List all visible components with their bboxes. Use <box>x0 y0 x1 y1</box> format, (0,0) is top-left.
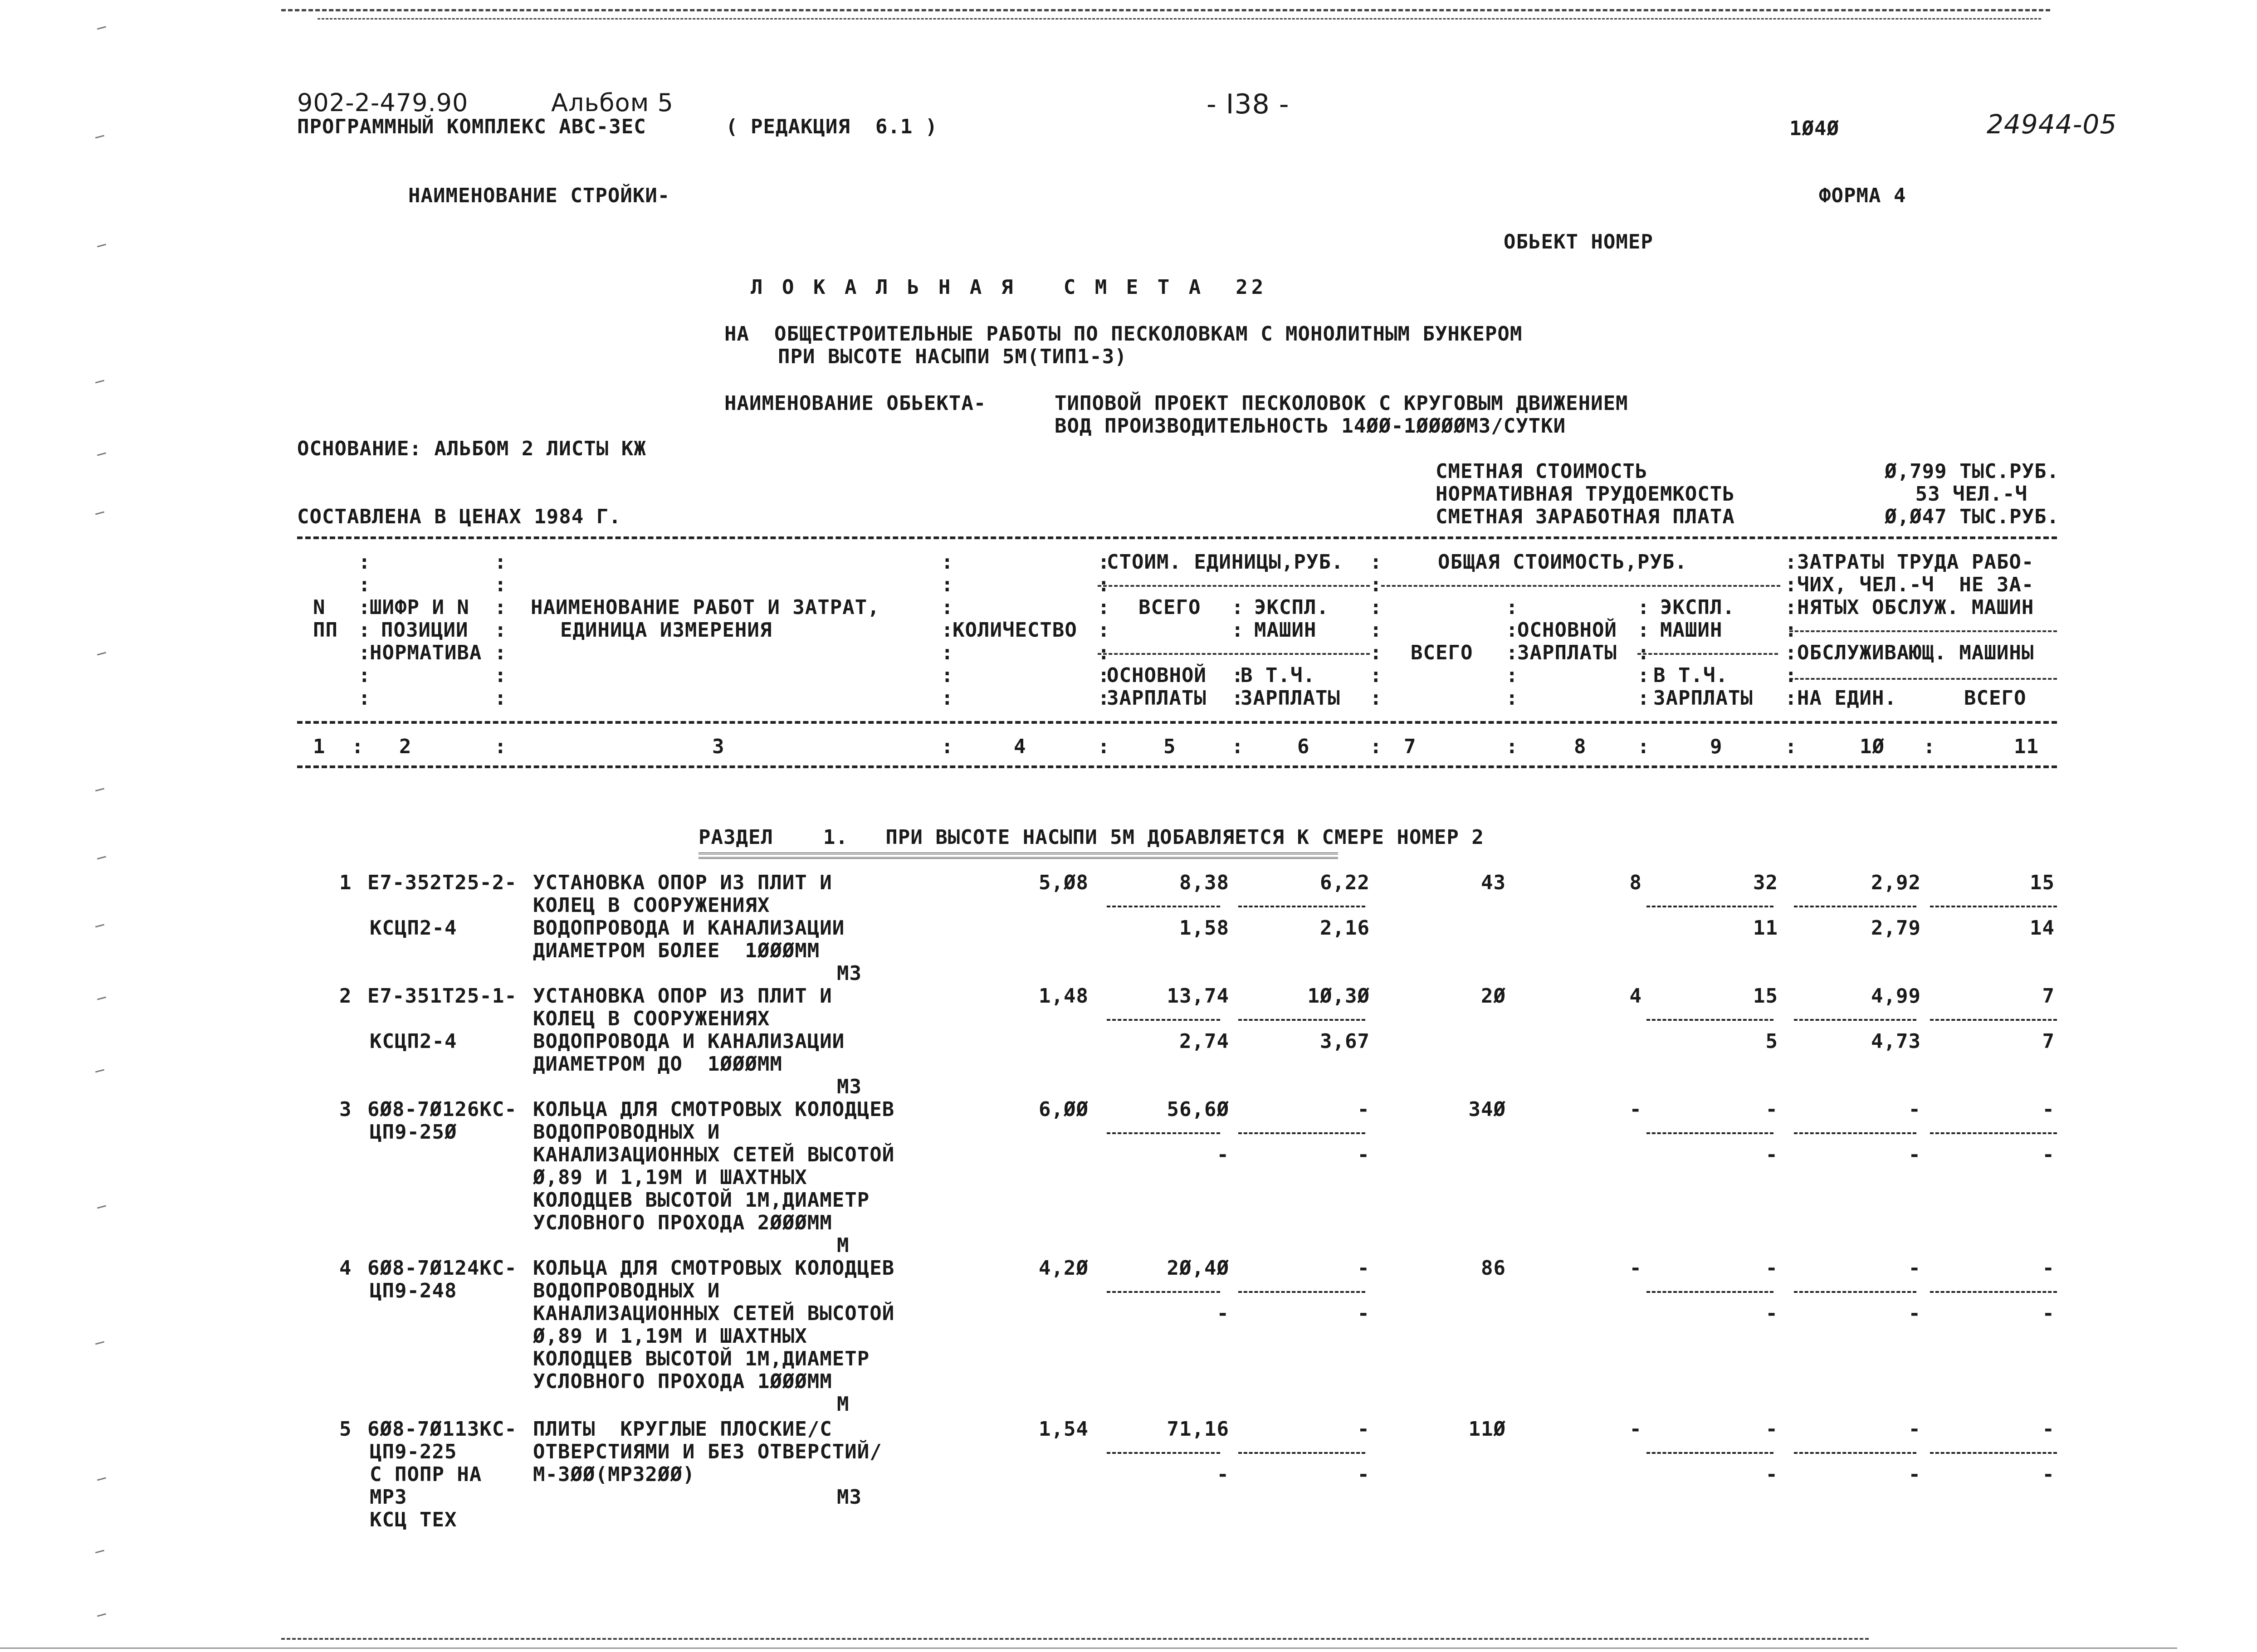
hdr-unit-total: ВСЕГО <box>1138 596 1201 619</box>
work-name-line: УСЛОВНОГО ПРОХОДА 2ØØØММ <box>533 1211 832 1234</box>
column-separator: : <box>941 619 954 642</box>
hdr-pp: ПП <box>313 619 338 642</box>
column-separator: : <box>1506 619 1519 642</box>
binding-mark <box>97 856 106 859</box>
hdr-unit-machines-1: ЭКСПЛ. <box>1254 596 1329 619</box>
column-separator: : <box>1637 664 1650 687</box>
binding-mark <box>97 452 106 456</box>
value-underline <box>1238 906 1365 907</box>
object-name-line-1: ТИПОВОЙ ПРОЕКТ ПЕСКОЛОВОК С КРУГОВЫМ ДВИЖЕНИЕМ <box>1055 392 1628 415</box>
column-separator: : <box>1370 735 1383 758</box>
summary-label-cost: СМЕТНАЯ СТОИМОСТЬ <box>1436 460 1648 483</box>
value-c8: - <box>1629 1098 1642 1121</box>
album-number: Альбом 5 <box>551 88 674 117</box>
value-c7: 34Ø <box>1468 1098 1506 1121</box>
sub-value-c11b: 7 <box>2042 1030 2055 1053</box>
column-separator: : <box>494 596 507 619</box>
hdr-total-incl-salary-1: В Т.Ч. <box>1653 664 1728 687</box>
column-separator: : <box>1637 641 1650 664</box>
bottom-edge-dash <box>281 1638 1869 1640</box>
column-number: 8 <box>1574 735 1587 758</box>
column-separator: : <box>1098 619 1110 642</box>
code-1040: 1Ø4Ø <box>1789 117 1839 140</box>
hdr-total-incl-salary-2: ЗАРПЛАТЫ <box>1653 687 1753 710</box>
value-c6: - <box>1357 1098 1370 1121</box>
unit-cost-sub-rule <box>1098 653 1370 655</box>
position-code: КСЦ ТЕХ <box>370 1508 457 1531</box>
labor-rule-1 <box>1789 630 2057 632</box>
sub-value-c11b: - <box>2042 1143 2055 1166</box>
binding-mark <box>97 1477 106 1481</box>
value-c6: 1Ø,3Ø <box>1307 984 1370 1008</box>
sub-value-c10b: - <box>1908 1143 1921 1166</box>
value-c10: 4,99 <box>1871 984 1921 1008</box>
column-numbers-bottom-rule <box>297 765 2057 768</box>
value-underline <box>1107 1019 1220 1021</box>
work-name-line: ВОДОПРОВОДНЫХ И <box>533 1121 720 1144</box>
sub-value-c9b: - <box>1765 1143 1778 1166</box>
work-name-line: Ø,89 И 1,19М И ШАХТНЫХ <box>533 1325 807 1348</box>
column-separator: : <box>1785 573 1798 596</box>
position-code: ЦП9-25Ø <box>370 1121 457 1144</box>
unit-of-measure: МЗ <box>837 962 862 985</box>
value-c9: 15 <box>1753 984 1778 1008</box>
column-separator: : <box>494 641 507 664</box>
value-c8: - <box>1629 1418 1642 1441</box>
work-name-line: Ø,89 И 1,19М И ШАХТНЫХ <box>533 1166 807 1189</box>
sub-value-c9b: 5 <box>1765 1030 1778 1053</box>
column-separator: : <box>494 664 507 687</box>
column-number: 9 <box>1710 735 1723 758</box>
work-name-line: ДИАМЕТРОМ ДО 1ØØØММ <box>533 1053 782 1076</box>
basis-text: ОСНОВАНИЕ: АЛЬБОМ 2 ЛИСТЫ КЖ <box>297 437 646 460</box>
doc-code: 902-2-479.90 <box>297 88 469 117</box>
hdr-unit-cost: СТОИМ. ЕДИНИЦЫ,РУБ. <box>1107 551 1344 574</box>
value-c10: 2,92 <box>1871 871 1921 894</box>
object-number-label: ОБЬЕКТ НОМЕР <box>1504 230 1653 253</box>
value-underline <box>1930 1291 2057 1293</box>
column-separator: : <box>1098 735 1110 758</box>
sub-value-c10b: 4,73 <box>1871 1030 1921 1053</box>
binding-mark <box>95 924 104 927</box>
hdr-total-machines-2: МАШИН <box>1660 619 1723 642</box>
column-separator: : <box>1785 619 1798 642</box>
value-c6: - <box>1357 1257 1370 1280</box>
column-separator: : <box>1506 596 1519 619</box>
column-number: 3 <box>712 735 725 758</box>
binding-mark <box>95 135 104 138</box>
total-machine-sub-rule <box>1637 653 1778 655</box>
unit-of-measure: МЗ <box>837 1486 862 1509</box>
hdr-unit-incl-salary-1: В Т.Ч. <box>1241 664 1315 687</box>
hdr-name-1: НАИМЕНОВАНИЕ РАБОТ И ЗАТРАТ, <box>531 596 880 619</box>
value-c11: - <box>2042 1418 2055 1441</box>
binding-mark <box>95 788 104 791</box>
value-qty: 6,ØØ <box>1039 1098 1089 1121</box>
binding-mark <box>97 996 106 1000</box>
column-separator: : <box>352 735 364 758</box>
work-name-line: КАНАЛИЗАЦИОННЫХ СЕТЕЙ ВЫСОТОЙ <box>533 1143 895 1166</box>
value-underline <box>1238 1291 1365 1293</box>
sub-value-c10b: - <box>1908 1302 1921 1325</box>
column-separator: : <box>1231 664 1244 687</box>
binding-mark <box>97 1613 106 1617</box>
hdr-n: N <box>313 596 326 619</box>
column-separator: : <box>358 641 371 664</box>
value-c9: 32 <box>1753 871 1778 894</box>
value-underline <box>1238 1452 1365 1454</box>
software-name: ПРОГРАММНЫЙ КОМПЛЕКС АВС-ЗЕС <box>297 115 646 138</box>
column-number: 4 <box>1014 735 1026 758</box>
value-qty: 1,48 <box>1039 984 1089 1008</box>
column-separator: : <box>358 596 371 619</box>
value-underline <box>1238 1019 1365 1021</box>
hdr-total-all: ВСЕГО <box>1411 641 1473 664</box>
value-underline <box>1646 1019 1773 1021</box>
registration-number: 24944-05 <box>1987 109 2117 140</box>
value-underline <box>1930 1019 2057 1021</box>
position-code: Е7-352Т25-2- <box>367 871 517 894</box>
section-title: РАЗДЕЛ 1. ПРИ ВЫСОТЕ НАСЫПИ 5М ДОБАВЛЯЕТСЯ К СМЕРЕ НОМЕР 2 <box>699 826 1484 849</box>
value-underline <box>1794 1132 1916 1134</box>
value-c5: 13,74 <box>1167 984 1229 1008</box>
sub-value-c6b: - <box>1357 1302 1370 1325</box>
value-underline <box>1794 1291 1916 1293</box>
page-number: - I38 - <box>1207 88 1290 120</box>
value-c11: 15 <box>2030 871 2055 894</box>
hdr-code-2: ПОЗИЦИИ <box>381 619 469 642</box>
top-edge-line <box>281 9 2050 11</box>
form-number: ФОРМА 4 <box>1819 184 1906 207</box>
hdr-quantity: КОЛИЧЕСТВО <box>953 619 1077 642</box>
column-separator: : <box>1231 687 1244 710</box>
summary-label-salary: СМЕТНАЯ ЗАРАБОТНАЯ ПЛАТА <box>1436 505 1735 528</box>
value-underline <box>1238 1132 1365 1134</box>
value-c7: 2Ø <box>1481 984 1506 1008</box>
hdr-labor-4: ОБСЛУЖИВАЮЩ. МАШИНЫ <box>1797 641 2034 664</box>
column-separator: : <box>1231 619 1244 642</box>
binding-mark <box>97 652 106 655</box>
column-separator: : <box>1370 573 1383 596</box>
value-qty: 5,Ø8 <box>1039 871 1089 894</box>
column-number: 5 <box>1163 735 1176 758</box>
labor-rule-2 <box>1789 678 2057 680</box>
table-header-bottom-rule <box>297 721 2057 724</box>
value-c11: - <box>2042 1257 2055 1280</box>
construction-name-label: НАИМЕНОВАНИЕ СТРОЙКИ- <box>408 184 670 207</box>
estimate-subject-line-2: ПРИ ВЫСОТЕ НАСЫПИ 5М(ТИП1-3) <box>778 345 1127 368</box>
column-separator: : <box>1785 735 1798 758</box>
column-separator: : <box>1370 619 1383 642</box>
position-code: 6Ø8-7Ø126КС- <box>367 1098 517 1121</box>
column-separator: : <box>941 551 954 574</box>
column-separator: : <box>1637 687 1650 710</box>
column-separator: : <box>358 619 371 642</box>
column-separator: : <box>494 687 507 710</box>
summary-value-salary: Ø,Ø47 ТЫС.РУБ. <box>1885 505 2059 528</box>
hdr-total-machines-1: ЭКСПЛ. <box>1660 596 1735 619</box>
summary-value-labor: 53 ЧЕЛ.-Ч <box>1915 482 2027 506</box>
position-code: 6Ø8-7Ø113КС- <box>367 1418 517 1441</box>
position-code: ЦП9-225 <box>370 1440 457 1463</box>
value-c6: - <box>1357 1418 1370 1441</box>
hdr-unit-incl-salary-2: ЗАРПЛАТЫ <box>1241 687 1340 710</box>
binding-mark <box>97 1205 106 1209</box>
sub-value-c6b: 3,67 <box>1320 1030 1370 1053</box>
binding-mark <box>95 1341 104 1345</box>
value-underline <box>1107 1452 1220 1454</box>
total-cost-rule <box>1381 585 1780 587</box>
sub-value-c11b: - <box>2042 1302 2055 1325</box>
column-separator: : <box>1637 735 1650 758</box>
column-separator: : <box>1785 596 1798 619</box>
value-c8: 4 <box>1629 984 1642 1008</box>
sub-value-c5b: 2,74 <box>1179 1030 1229 1053</box>
binding-mark <box>95 380 104 383</box>
column-separator: : <box>1785 641 1798 664</box>
sub-value-c10b: 2,79 <box>1871 916 1921 940</box>
value-c9: - <box>1765 1098 1778 1121</box>
section-underline <box>699 853 1338 859</box>
sub-value-c9b: - <box>1765 1302 1778 1325</box>
work-name-line: УСТАНОВКА ОПОР ИЗ ПЛИТ И <box>533 984 832 1008</box>
column-separator: : <box>494 573 507 596</box>
column-separator: : <box>1506 735 1519 758</box>
value-underline <box>1794 1452 1916 1454</box>
position-code: ЦП9-248 <box>370 1279 457 1302</box>
column-separator: : <box>1370 664 1383 687</box>
work-name-line: КОЛОДЦЕВ ВЫСОТОЙ 1М,ДИАМЕТР <box>533 1189 870 1212</box>
column-number: 2 <box>399 735 412 758</box>
position-code: КСЦП2-4 <box>370 916 457 940</box>
hdr-code-1: ШИФР И N <box>370 596 469 619</box>
column-separator: : <box>1098 687 1110 710</box>
column-separator: : <box>1098 551 1110 574</box>
summary-value-cost: Ø,799 ТЫС.РУБ. <box>1885 460 2059 483</box>
sub-value-c11b: 14 <box>2030 916 2055 940</box>
column-separator: : <box>494 551 507 574</box>
value-c11: 7 <box>2042 984 2055 1008</box>
object-name-label: НАИМЕНОВАНИЕ ОБЬЕКТА- <box>724 392 987 415</box>
row-number: 2 <box>339 984 352 1008</box>
value-underline <box>1930 1132 2057 1134</box>
sub-value-c9b: 11 <box>1753 916 1778 940</box>
value-underline <box>1646 906 1773 907</box>
bottom-edge-line <box>0 1647 2177 1649</box>
value-underline <box>1794 906 1916 907</box>
row-number: 1 <box>339 871 352 894</box>
column-separator: : <box>494 735 507 758</box>
column-separator: : <box>1098 596 1110 619</box>
work-name-line: КОЛЬЦА ДЛЯ СМОТРОВЫХ КОЛОДЦЕВ <box>533 1098 895 1121</box>
sub-value-c9b: - <box>1765 1463 1778 1486</box>
column-separator: : <box>941 573 954 596</box>
work-name-line: ВОДОПРОВОДА И КАНАЛИЗАЦИИ <box>533 1030 845 1053</box>
column-separator: : <box>1637 596 1650 619</box>
value-c9: - <box>1765 1418 1778 1441</box>
hdr-unit-base-salary-2: ЗАРПЛАТЫ <box>1107 687 1207 710</box>
column-separator: : <box>358 573 371 596</box>
column-separator: : <box>1637 619 1650 642</box>
value-c5: 8,38 <box>1179 871 1229 894</box>
column-separator: : <box>1785 664 1798 687</box>
column-separator: : <box>1506 641 1519 664</box>
work-name-line: КОЛОДЦЕВ ВЫСОТОЙ 1М,ДИАМЕТР <box>533 1347 870 1370</box>
column-separator: : <box>941 641 954 664</box>
value-underline <box>1646 1132 1773 1134</box>
column-separator: : <box>1785 551 1798 574</box>
row-number: 3 <box>339 1098 352 1121</box>
sub-value-c5b: - <box>1216 1143 1229 1166</box>
value-underline <box>1930 906 2057 907</box>
unit-of-measure: МЗ <box>837 1075 862 1098</box>
column-separator: : <box>1098 641 1110 664</box>
work-name-line: ДИАМЕТРОМ БОЛЕЕ 1ØØØММ <box>533 939 820 962</box>
column-separator: : <box>1370 551 1383 574</box>
value-c7: 11Ø <box>1468 1418 1506 1441</box>
column-separator: : <box>1370 687 1383 710</box>
hdr-unit-machines-2: МАШИН <box>1254 619 1317 642</box>
column-separator: : <box>1923 735 1936 758</box>
value-underline <box>1930 1452 2057 1454</box>
work-name-line: КОЛЕЦ В СООРУЖЕНИЯХ <box>533 894 770 917</box>
hdr-labor-3: НЯТЫХ ОБСЛУЖ. МАШИН <box>1797 596 2034 619</box>
position-code: КСЦП2-4 <box>370 1030 457 1053</box>
hdr-unit-base-salary-1: ОСНОВНОЙ <box>1107 664 1207 687</box>
work-name-line: ОТВЕРСТИЯМИ И БЕЗ ОТВЕРСТИЙ/ <box>533 1440 882 1463</box>
top-edge-line-2 <box>318 18 2041 19</box>
hdr-code-3: НОРМАТИВА <box>370 641 482 664</box>
value-qty: 1,54 <box>1039 1418 1089 1441</box>
value-c8: 8 <box>1629 871 1642 894</box>
value-c9: - <box>1765 1257 1778 1280</box>
hdr-total-base-salary-1: ОСНОВНОЙ <box>1517 619 1617 642</box>
work-name-line: КАНАЛИЗАЦИОННЫХ СЕТЕЙ ВЫСОТОЙ <box>533 1302 895 1325</box>
unit-of-measure: М <box>837 1234 850 1257</box>
column-separator: : <box>1231 735 1244 758</box>
value-underline <box>1646 1452 1773 1454</box>
hdr-labor-1: ЗАТРАТЫ ТРУДА РАБО- <box>1797 551 2034 574</box>
column-number: 11 <box>2014 735 2039 758</box>
column-number: 7 <box>1404 735 1417 758</box>
value-c10: - <box>1908 1257 1921 1280</box>
value-qty: 4,2Ø <box>1039 1257 1089 1280</box>
column-separator: : <box>358 664 371 687</box>
sub-value-c6b: - <box>1357 1143 1370 1166</box>
sub-value-c5b: 1,58 <box>1179 916 1229 940</box>
row-number: 4 <box>339 1257 352 1280</box>
position-code: МРЗ <box>370 1486 407 1509</box>
sub-value-c10b: - <box>1908 1463 1921 1486</box>
column-number: 6 <box>1297 735 1310 758</box>
value-c11: - <box>2042 1098 2055 1121</box>
estimate-title: Л О К А Л Ь Н А Я С М Е Т А 22 <box>751 276 1267 299</box>
value-c5: 71,16 <box>1167 1418 1229 1441</box>
work-name-line: ВОДОПРОВОДА И КАНАЛИЗАЦИИ <box>533 916 845 940</box>
value-c6: 6,22 <box>1320 871 1370 894</box>
work-name-line: КОЛЬЦА ДЛЯ СМОТРОВЫХ КОЛОДЦЕВ <box>533 1257 895 1280</box>
binding-mark <box>95 1550 104 1553</box>
column-separator: : <box>941 664 954 687</box>
sub-value-c6b: - <box>1357 1463 1370 1486</box>
unit-cost-rule <box>1098 585 1370 587</box>
hdr-labor-total: ВСЕГО <box>1964 687 2027 710</box>
column-number: 1Ø <box>1860 735 1885 758</box>
row-number: 5 <box>339 1418 352 1441</box>
column-separator: : <box>941 596 954 619</box>
column-separator: : <box>1098 664 1110 687</box>
column-separator: : <box>1785 687 1798 710</box>
sub-value-c5b: - <box>1216 1463 1229 1486</box>
hdr-labor-unit: НА ЕДИН. <box>1797 687 1897 710</box>
position-code: 6Ø8-7Ø124КС- <box>367 1257 517 1280</box>
column-separator: : <box>1098 573 1110 596</box>
sub-value-c11b: - <box>2042 1463 2055 1486</box>
binding-mark <box>95 511 104 515</box>
software-edition: ( РЕДАКЦИЯ 6.1 ) <box>726 115 938 138</box>
work-name-line: ПЛИТЫ КРУГЛЫЕ ПЛОСКИЕ/С <box>533 1418 832 1441</box>
column-number: 1 <box>313 735 326 758</box>
value-c7: 43 <box>1481 871 1506 894</box>
work-name-line: КОЛЕЦ В СООРУЖЕНИЯХ <box>533 1007 770 1030</box>
hdr-name-2: ЕДИНИЦА ИЗМЕРЕНИЯ <box>560 619 772 642</box>
column-separator: : <box>358 551 371 574</box>
column-separator: : <box>941 687 954 710</box>
summary-label-labor: НОРМАТИВНАЯ ТРУДОЕМКОСТЬ <box>1436 482 1735 506</box>
table-top-rule <box>297 536 2057 539</box>
value-underline <box>1107 1291 1220 1293</box>
column-separator: : <box>358 687 371 710</box>
value-c5: 56,6Ø <box>1167 1098 1229 1121</box>
column-separator: : <box>1370 596 1383 619</box>
unit-of-measure: М <box>837 1393 850 1416</box>
value-c5: 2Ø,4Ø <box>1167 1257 1229 1280</box>
prices-year: СОСТАВЛЕНА В ЦЕНАХ 1984 Г. <box>297 505 621 528</box>
sub-value-c5b: - <box>1216 1302 1229 1325</box>
position-code: Е7-351Т25-1- <box>367 984 517 1008</box>
hdr-total-cost: ОБЩАЯ СТОИМОСТЬ,РУБ. <box>1438 551 1687 574</box>
column-separator: : <box>1370 641 1383 664</box>
value-c10: - <box>1908 1418 1921 1441</box>
value-c7: 86 <box>1481 1257 1506 1280</box>
value-underline <box>1794 1019 1916 1021</box>
binding-mark <box>97 244 106 247</box>
value-c8: - <box>1629 1257 1642 1280</box>
object-name-line-2: ВОД ПРОИЗВОДИТЕЛЬНОСТЬ 14ØØ-1ØØØØМЗ/СУТКИ <box>1055 414 1566 438</box>
value-underline <box>1107 906 1220 907</box>
hdr-total-base-salary-2: ЗАРПЛАТЫ <box>1517 641 1617 664</box>
binding-mark <box>97 26 106 29</box>
column-separator: : <box>1506 687 1519 710</box>
column-separator: : <box>1231 596 1244 619</box>
column-separator: : <box>1506 664 1519 687</box>
work-name-line: УСЛОВНОГО ПРОХОДА 1ØØØММ <box>533 1370 832 1393</box>
sub-value-c6b: 2,16 <box>1320 916 1370 940</box>
value-underline <box>1646 1291 1773 1293</box>
work-name-line: ВОДОПРОВОДНЫХ И <box>533 1279 720 1302</box>
column-separator: : <box>941 735 954 758</box>
position-code: С ПОПР НА <box>370 1463 482 1486</box>
column-separator: : <box>494 619 507 642</box>
hdr-labor-2: ЧИХ, ЧЕЛ.-Ч НЕ ЗА- <box>1797 573 2034 596</box>
binding-mark <box>95 1069 104 1072</box>
estimate-subject-line-1: НА ОБЩЕСТРОИТЕЛЬНЫЕ РАБОТЫ ПО ПЕСКОЛОВКАМ С МОНОЛИТНЫМ БУНКЕРОМ <box>724 322 1523 346</box>
work-name-line: М-3ØØ(МР32ØØ) <box>533 1463 695 1486</box>
value-c10: - <box>1908 1098 1921 1121</box>
value-underline <box>1107 1132 1220 1134</box>
work-name-line: УСТАНОВКА ОПОР ИЗ ПЛИТ И <box>533 871 832 894</box>
